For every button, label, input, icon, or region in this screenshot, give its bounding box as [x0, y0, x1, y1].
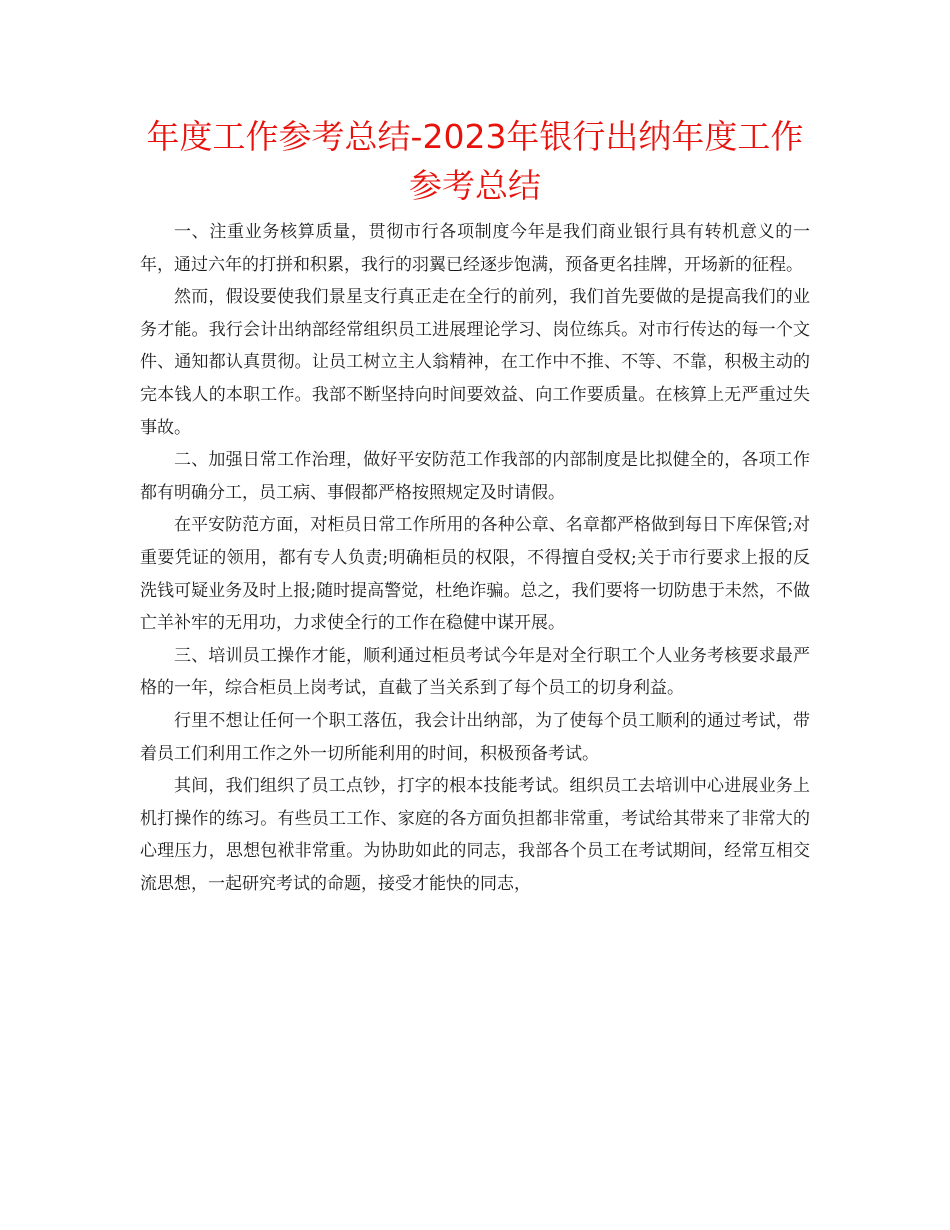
paragraph: 三、培训员工操作才能，顺利通过柜员考试今年是对全行职工个人业务考核要求最严格的一年，综合柜员上岗考试，直截了当关系到了每个员工的切身利益。 [140, 645, 810, 699]
document-title: 年度工作参考总结-2023年银行出纳年度工作参考总结 [146, 117, 804, 205]
paragraph: 一、注重业务核算质量，贯彻市行各项制度今年是我们商业银行具有转机意义的一年，通过六年的打拼和积累，我行的羽翼已经逐步饱满，预备更名挂牌，开场新的征程。 [140, 222, 810, 275]
paragraph: 在平安防范方面，对柜员日常工作所用的各种公章、名章都严格做到每日下库保管;对重要凭证的领用，都有专人负责;明确柜员的权限，不得擅自受权;关于市行要求上报的反洗钱可疑业务及时上报;随时提高警觉，杜绝诈骗。总之，我们要将一切防患于未然，不做亡羊补牢的无用功，力求使全行的工作在稳健中谋开展。 [140, 515, 810, 634]
paragraph: 其间，我们组织了员工点钞，打字的根本技能考试。组织员工去培训中心进展业务上机打操作的练习。有些员工工作、家庭的各方面负担都非常重，考试给其带来了非常大的心理压力，思想包袱非常重。为协助如此的同志，我部各个员工在考试期间，经常互相交流思想，一起研究考试的命题，接受才能快的同志， [140, 776, 810, 894]
paragraph: 行里不想让任何一个职工落伍，我会计出纳部，为了使每个员工顺利的通过考试，带着员工们利用工作之外一切所能利用的时间，积极预备考试。 [140, 710, 810, 764]
paragraph: 然而，假设要使我们景星支行真正走在全行的前列，我们首先要做的是提高我们的业务才能。我行会计出纳部经常组织员工进展理论学习、岗位练兵。对市行传达的每一个文件、通知都认真贯彻。让员工树立主人翁精神，在工作中不推、不等、不靠，积极主动的完本钱人的本职工作。我部不断坚持向时间要效益、向工作要质量。在核算上无严重过失事故。 [140, 287, 810, 438]
paragraph: 二、加强日常工作治理，做好平安防范工作我部的内部制度是比拟健全的，各项工作都有明确分工，员工病、事假都严格按照规定及时请假。 [140, 450, 810, 503]
document-body [140, 216, 810, 900]
